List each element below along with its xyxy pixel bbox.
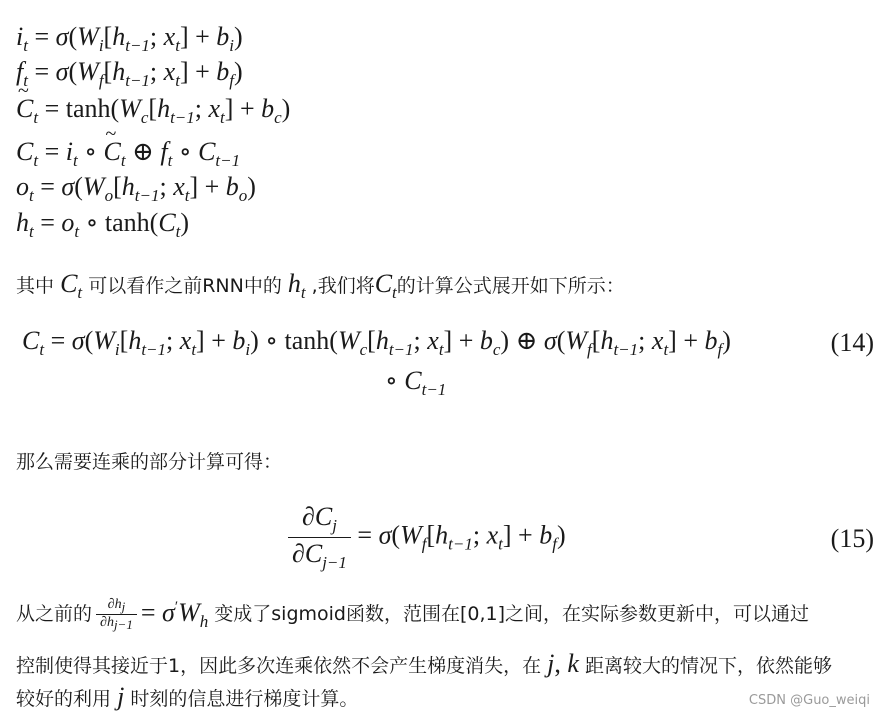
equation-forget-gate: $f_t = \sigma(W_f[h_{t-1}$; $x_t] + b_f$): [16, 57, 243, 90]
equation-14-line1: $C_t = \sigma(W_i[h_{t-1}$; $x_t] + b_i$) ∘ $\tanh(W_c[h_{t-1}$; $x_t] + b_c$) ⊕ $\sigma(W_f[h_{t-1}$; $x_t] + b_f$): [22, 326, 731, 359]
watermark: CSDN @Guo_weiqi: [748, 693, 870, 708]
partial-fraction: $\frac{\partial C_j}{\partial C_{j-1}}$: [288, 504, 351, 571]
equation-14-line2: ∘ $C_{t-1}$: [385, 366, 447, 399]
equation-cell-state: $C_t = i_t$ ∘ ~ $C_t$ ⊕ $f_t$ ∘ $C_{t-1}$: [16, 139, 240, 169]
paragraph-sigmoid-line3: 较好的利用 j 时刻的信息进行梯度计算。: [16, 682, 359, 711]
paragraph-cell-state-intro: 其中 $C_t$ 可以看作之前RNN中的 $h_t$ ,我们将$C_t$的计算公式展开如下所示：: [16, 269, 625, 302]
equation-15-tag: (15): [830, 524, 874, 553]
equation-15: $\frac{\partial C_j}{\partial C_{j-1}}$ = $\sigma(W_f[h_{t-1}$; $x_t] + b_f$): [288, 504, 566, 571]
equation-14-tag: (14): [830, 328, 874, 357]
paragraph-product-intro: 那么需要连乘的部分计算可得：: [16, 451, 283, 473]
equation-hidden-state: $h_t = o_t$ ∘ $\tanh(C_t)$: [16, 208, 190, 241]
paragraph-sigmoid-line1: 从之前的 $\frac{\partial hj}{\partial hj-1}$ = $\sigma'W_h$ 变成了sigmoid函数，范围在[0,1]之间，在实际参数更新中，可以通过: [16, 597, 810, 632]
equation-candidate-cell: ~ $C_t = \tanh(W_c[h_{t-1}$; $x_t] + b_c$): [16, 96, 290, 126]
equation-input-gate: $i_t = \sigma(W_i[h_{t-1}$; $x_t] + b_i$): [16, 22, 243, 55]
equation-output-gate: $o_t = \sigma(W_o[h_{t-1}$; $x_t] + b_o$): [16, 172, 256, 205]
paragraph-sigmoid-line2: 控制使得其接近于1，因此多次连乘依然不会产生梯度消失，在 j, k 距离较大的情况下，依然能够: [16, 649, 832, 678]
